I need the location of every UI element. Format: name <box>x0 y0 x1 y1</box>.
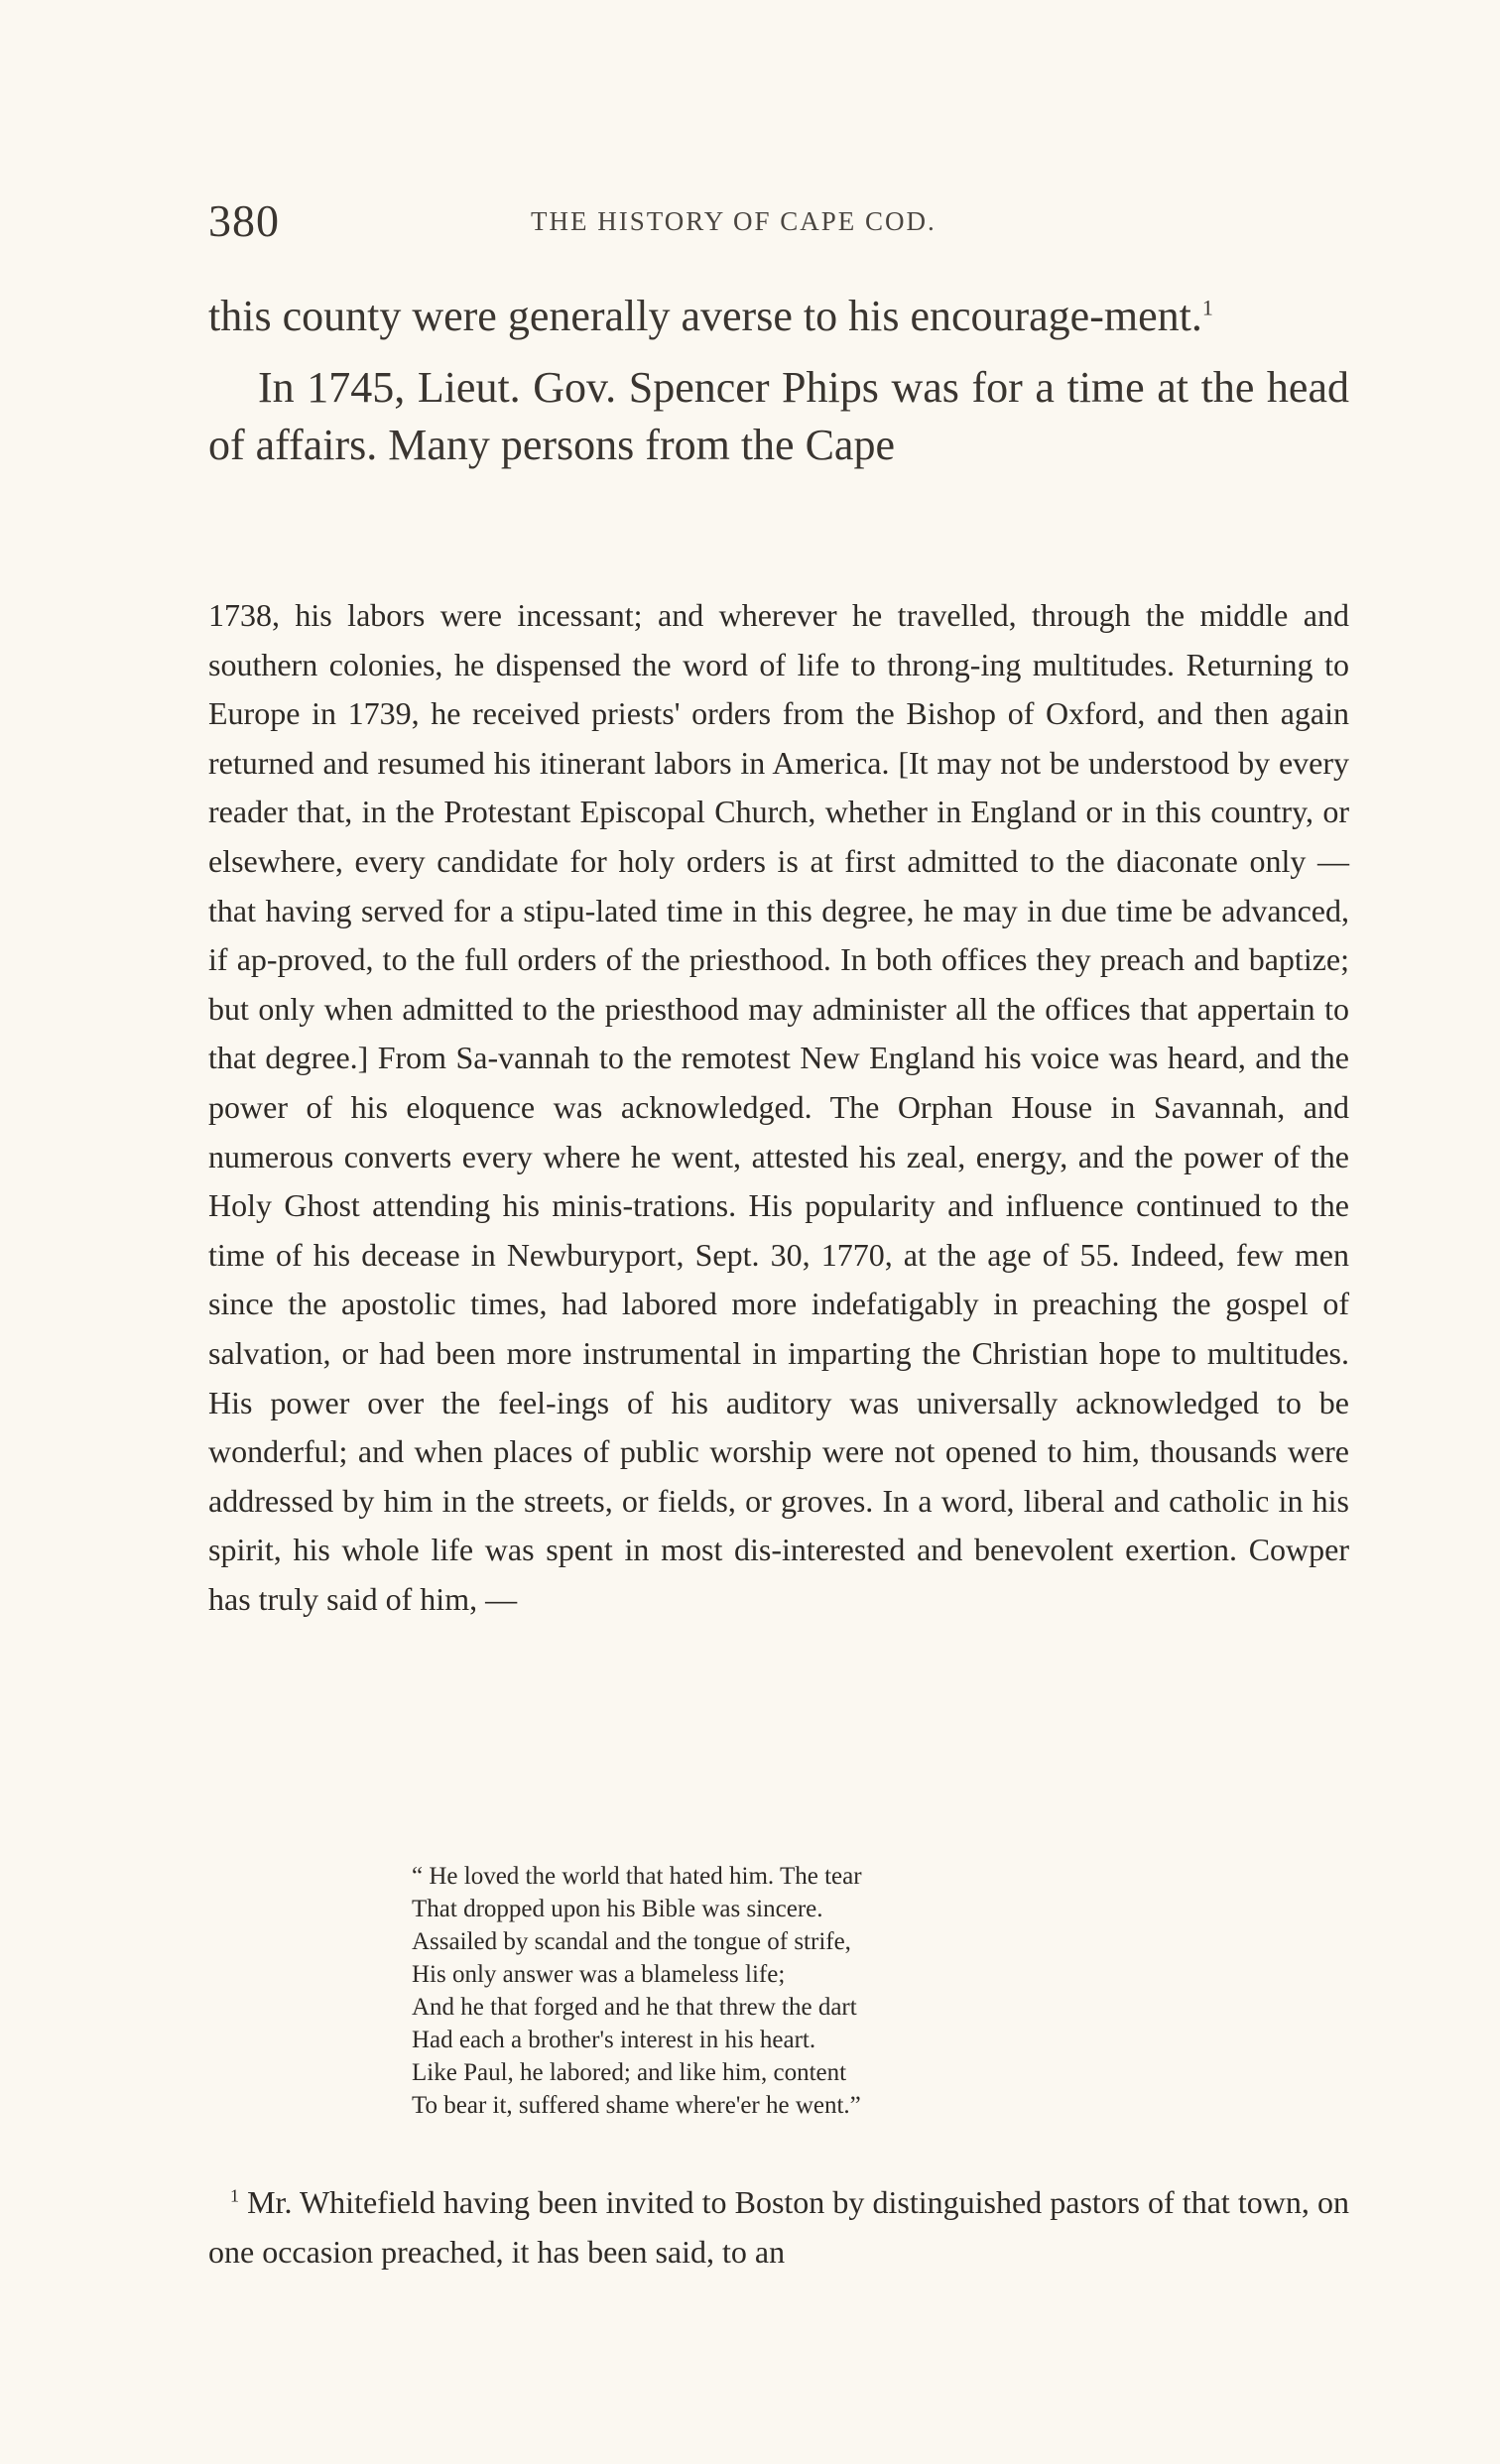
poem-line: Assailed by scandal and the tongue of strife, <box>412 1928 851 1955</box>
poem-line: “ He loved the world that hated him. The tear <box>412 1863 862 1890</box>
page-header <box>208 194 1349 254</box>
main-paragraph-1-text: this county were generally averse to his encourage-ment. <box>208 292 1202 340</box>
poem-line: To bear it, suffered shame where'er he went.” <box>412 2092 861 2119</box>
main-paragraph-2: In 1745, Lieut. Gov. Spencer Phips was for a time at the head of affairs. Many persons from the Cape <box>208 363 1349 469</box>
footnote-paragraph <box>208 2177 1349 2277</box>
poem-line: That dropped upon his Bible was sincere. <box>412 1896 823 1922</box>
footnote-reference: 1 <box>1201 295 1213 320</box>
poem-line: His only answer was a blameless life; <box>412 1961 786 1988</box>
note-paragraph: 1738, his labors were incessant; and wherever he travelled, through the middle and southern colonies, he dispensed the word of life to throng-ing multitudes. Returning to Europe in 1739, he received priests' orders from the Bishop of Oxford, and then again returned and resumed his itinerant labors in America. [It may not be understood by every reader that, in the Protestant Episcopal Church, whether in England or in this country, or elsewhere, every candidate for holy orders is at first admitted to the diaconate only — that having served for a stipu-lated time in this degree, he may in due time be advanced, if ap-proved, to the full orders of the priesthood. In both offices they preach and baptize; but only when admitted to the priesthood may administer all the offices that appertain to that degree.] From Sa-vannah to the remotest New England his voice was heard, and the power of his eloquence was acknowledged. The Orphan House in Savannah, and numerous converts every where he went, attested his zeal, energy, and the power of the Holy Ghost attending his minis-trations. His popularity and influence continued to the time of his decease in Newburyport, Sept. 30, 1770, at the age of 55. Indeed, few men since the apostolic times, had labored more indefatigably in preaching the gospel of salvation, or had been more instrumental in imparting the Christian hope to multitudes. His power over the feel-ings of his auditory was universally acknowledged to be wonderful; and when places of public worship were not opened to him, thousands were addressed by him in the streets, or fields, or groves. In a word, liberal and catholic in his spirit, his whole life was spent in most dis-interested and benevolent exertion. Cowper has truly said of him, — <box>208 597 1349 1617</box>
footnote <box>208 2177 1349 2277</box>
poem-quotation <box>412 1860 1106 2122</box>
main-paragraph-1 <box>208 288 1349 345</box>
poem-line: And he that forged and he that threw the dart <box>412 1994 857 2021</box>
poem-line: Like Paul, he labored; and like him, content <box>412 2059 847 2086</box>
poem-line: Had each a brother's interest in his heart. <box>412 2027 816 2053</box>
footnote-text: Mr. Whitefield having been invited to Boston by distinguished pastors of that town, on one occasion preached, it has been said, to an <box>208 2184 1349 2270</box>
main-text <box>208 288 1349 474</box>
continued-note <box>208 591 1349 1624</box>
footnote-marker: 1 <box>230 2185 239 2206</box>
page-number: 380 <box>208 195 280 246</box>
running-title: THE HISTORY OF CAPE COD. <box>531 206 937 236</box>
